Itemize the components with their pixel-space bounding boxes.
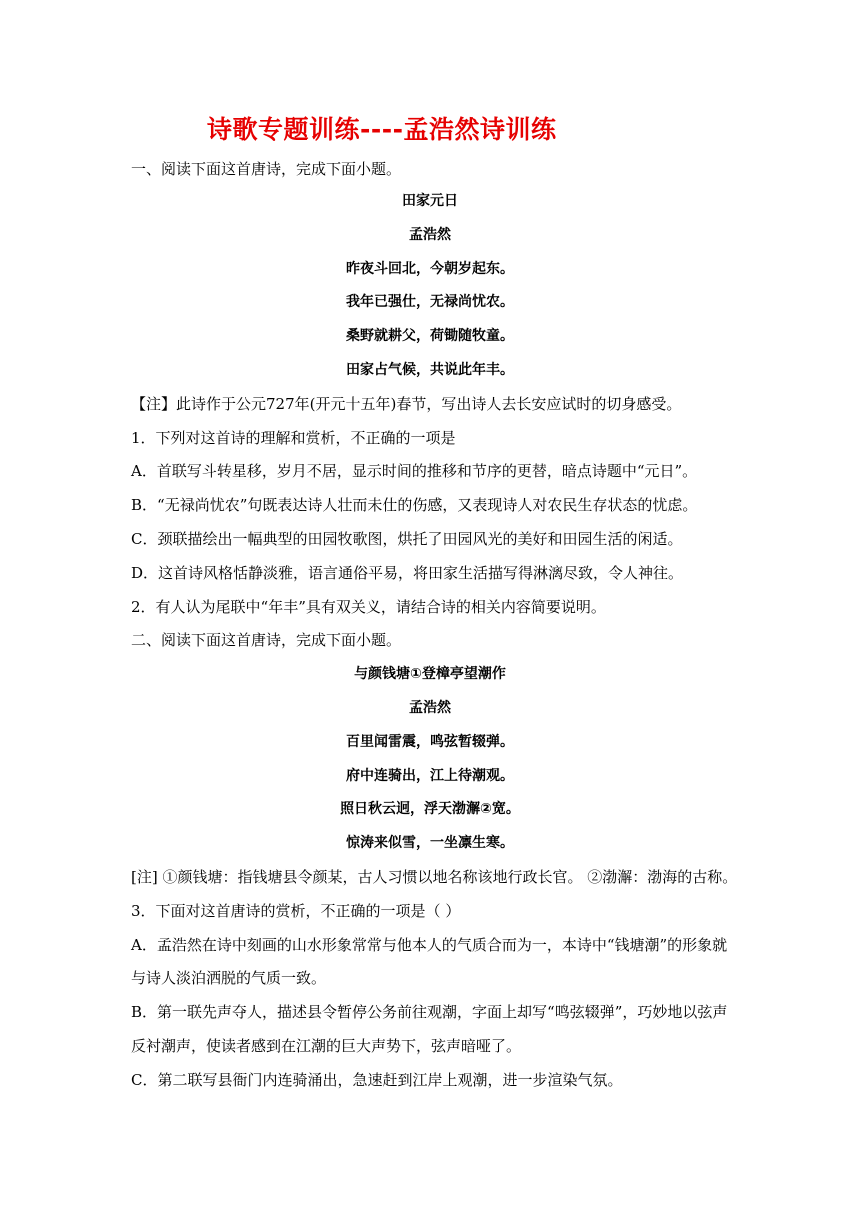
page-title: 诗歌专题训练----孟浩然诗训练 bbox=[207, 115, 557, 144]
question-3: 3．下面对这首唐诗的赏析，不正确的一项是（ ） bbox=[131, 902, 461, 920]
poem1-line: 我年已强仕，无禄尚忧农。 bbox=[346, 294, 514, 310]
poem2-line: 府中连骑出，江上待潮观。 bbox=[346, 768, 514, 784]
poem1-line: 昨夜斗回北，今朝岁起东。 bbox=[346, 261, 514, 277]
question-1-option-a: A．首联写斗转星移，岁月不居，显示时间的推移和节序的更替，暗点诗题中“元日”。 bbox=[131, 462, 698, 480]
poem2-author: 孟浩然 bbox=[409, 700, 451, 716]
poem1-title: 田家元日 bbox=[402, 193, 458, 209]
poem2-title: 与颜钱塘①登樟亭望潮作 bbox=[354, 666, 506, 682]
question-2: 2．有人认为尾联中“年丰”具有双关义，请结合诗的相关内容简要说明。 bbox=[131, 598, 606, 616]
poem1-line: 桑野就耕父，荷锄随牧童。 bbox=[346, 328, 514, 344]
question-3-option-a-cont: 与诗人淡泊洒脱的气质一致。 bbox=[131, 969, 327, 987]
question-1-option-c: C．颈联描绘出一幅典型的田园牧歌图，烘托了田园风光的美好和田园生活的闲适。 bbox=[131, 530, 683, 548]
question-1-option-b: B．“无禄尚忧农”句既表达诗人壮而未仕的伤感，又表现诗人对农民生存状态的忧虑。 bbox=[131, 496, 698, 514]
question-3-option-b-cont: 反衬潮声，使读者感到在江潮的巨大声势下，弦声暗哑了。 bbox=[131, 1037, 522, 1055]
poem2-line: 照日秋云迥，浮天渤澥②宽。 bbox=[340, 801, 520, 817]
poem1-note: 【注】此诗作于公元727年(开元十五年)春节，写出诗人去长安应试时的切身感受。 bbox=[131, 395, 682, 413]
question-3-option-c: C．第二联写县衙门内连骑涌出，急速赶到江岸上观潮，进一步渲染气氛。 bbox=[131, 1071, 623, 1089]
section2-heading: 二、阅读下面这首唐诗，完成下面小题。 bbox=[131, 631, 402, 649]
question-1: 1．下列对这首诗的理解和赏析，不正确的一项是 bbox=[131, 429, 456, 447]
question-3-option-b: B．第一联先声夺人，描述县令暂停公务前往观潮，字面上却写“鸣弦辍弹”，巧妙地以弦声 bbox=[131, 1003, 728, 1021]
question-1-option-d: D．这首诗风格恬静淡雅，语言通俗平易，将田家生活描写得淋漓尽致，令人神往。 bbox=[131, 564, 684, 582]
question-3-option-a: A．孟浩然在诗中刻画的山水形象常常与他本人的气质合而为一，本诗中“钱塘潮”的形象就 bbox=[131, 936, 728, 954]
poem2-line: 百里闻雷震，鸣弦暂辍弹。 bbox=[346, 734, 514, 750]
section1-heading: 一、阅读下面这首唐诗，完成下面小题。 bbox=[131, 160, 402, 178]
poem1-author: 孟浩然 bbox=[409, 227, 451, 243]
poem2-line: 惊涛来似雪，一坐凛生寒。 bbox=[346, 835, 514, 851]
poem2-note: [注] ①颜钱塘：指钱塘县令颜某，古人习惯以地名称该地行政长官。 ②渤澥：渤海的古称。 bbox=[131, 868, 738, 886]
poem1-line: 田家占气候，共说此年丰。 bbox=[346, 362, 514, 378]
